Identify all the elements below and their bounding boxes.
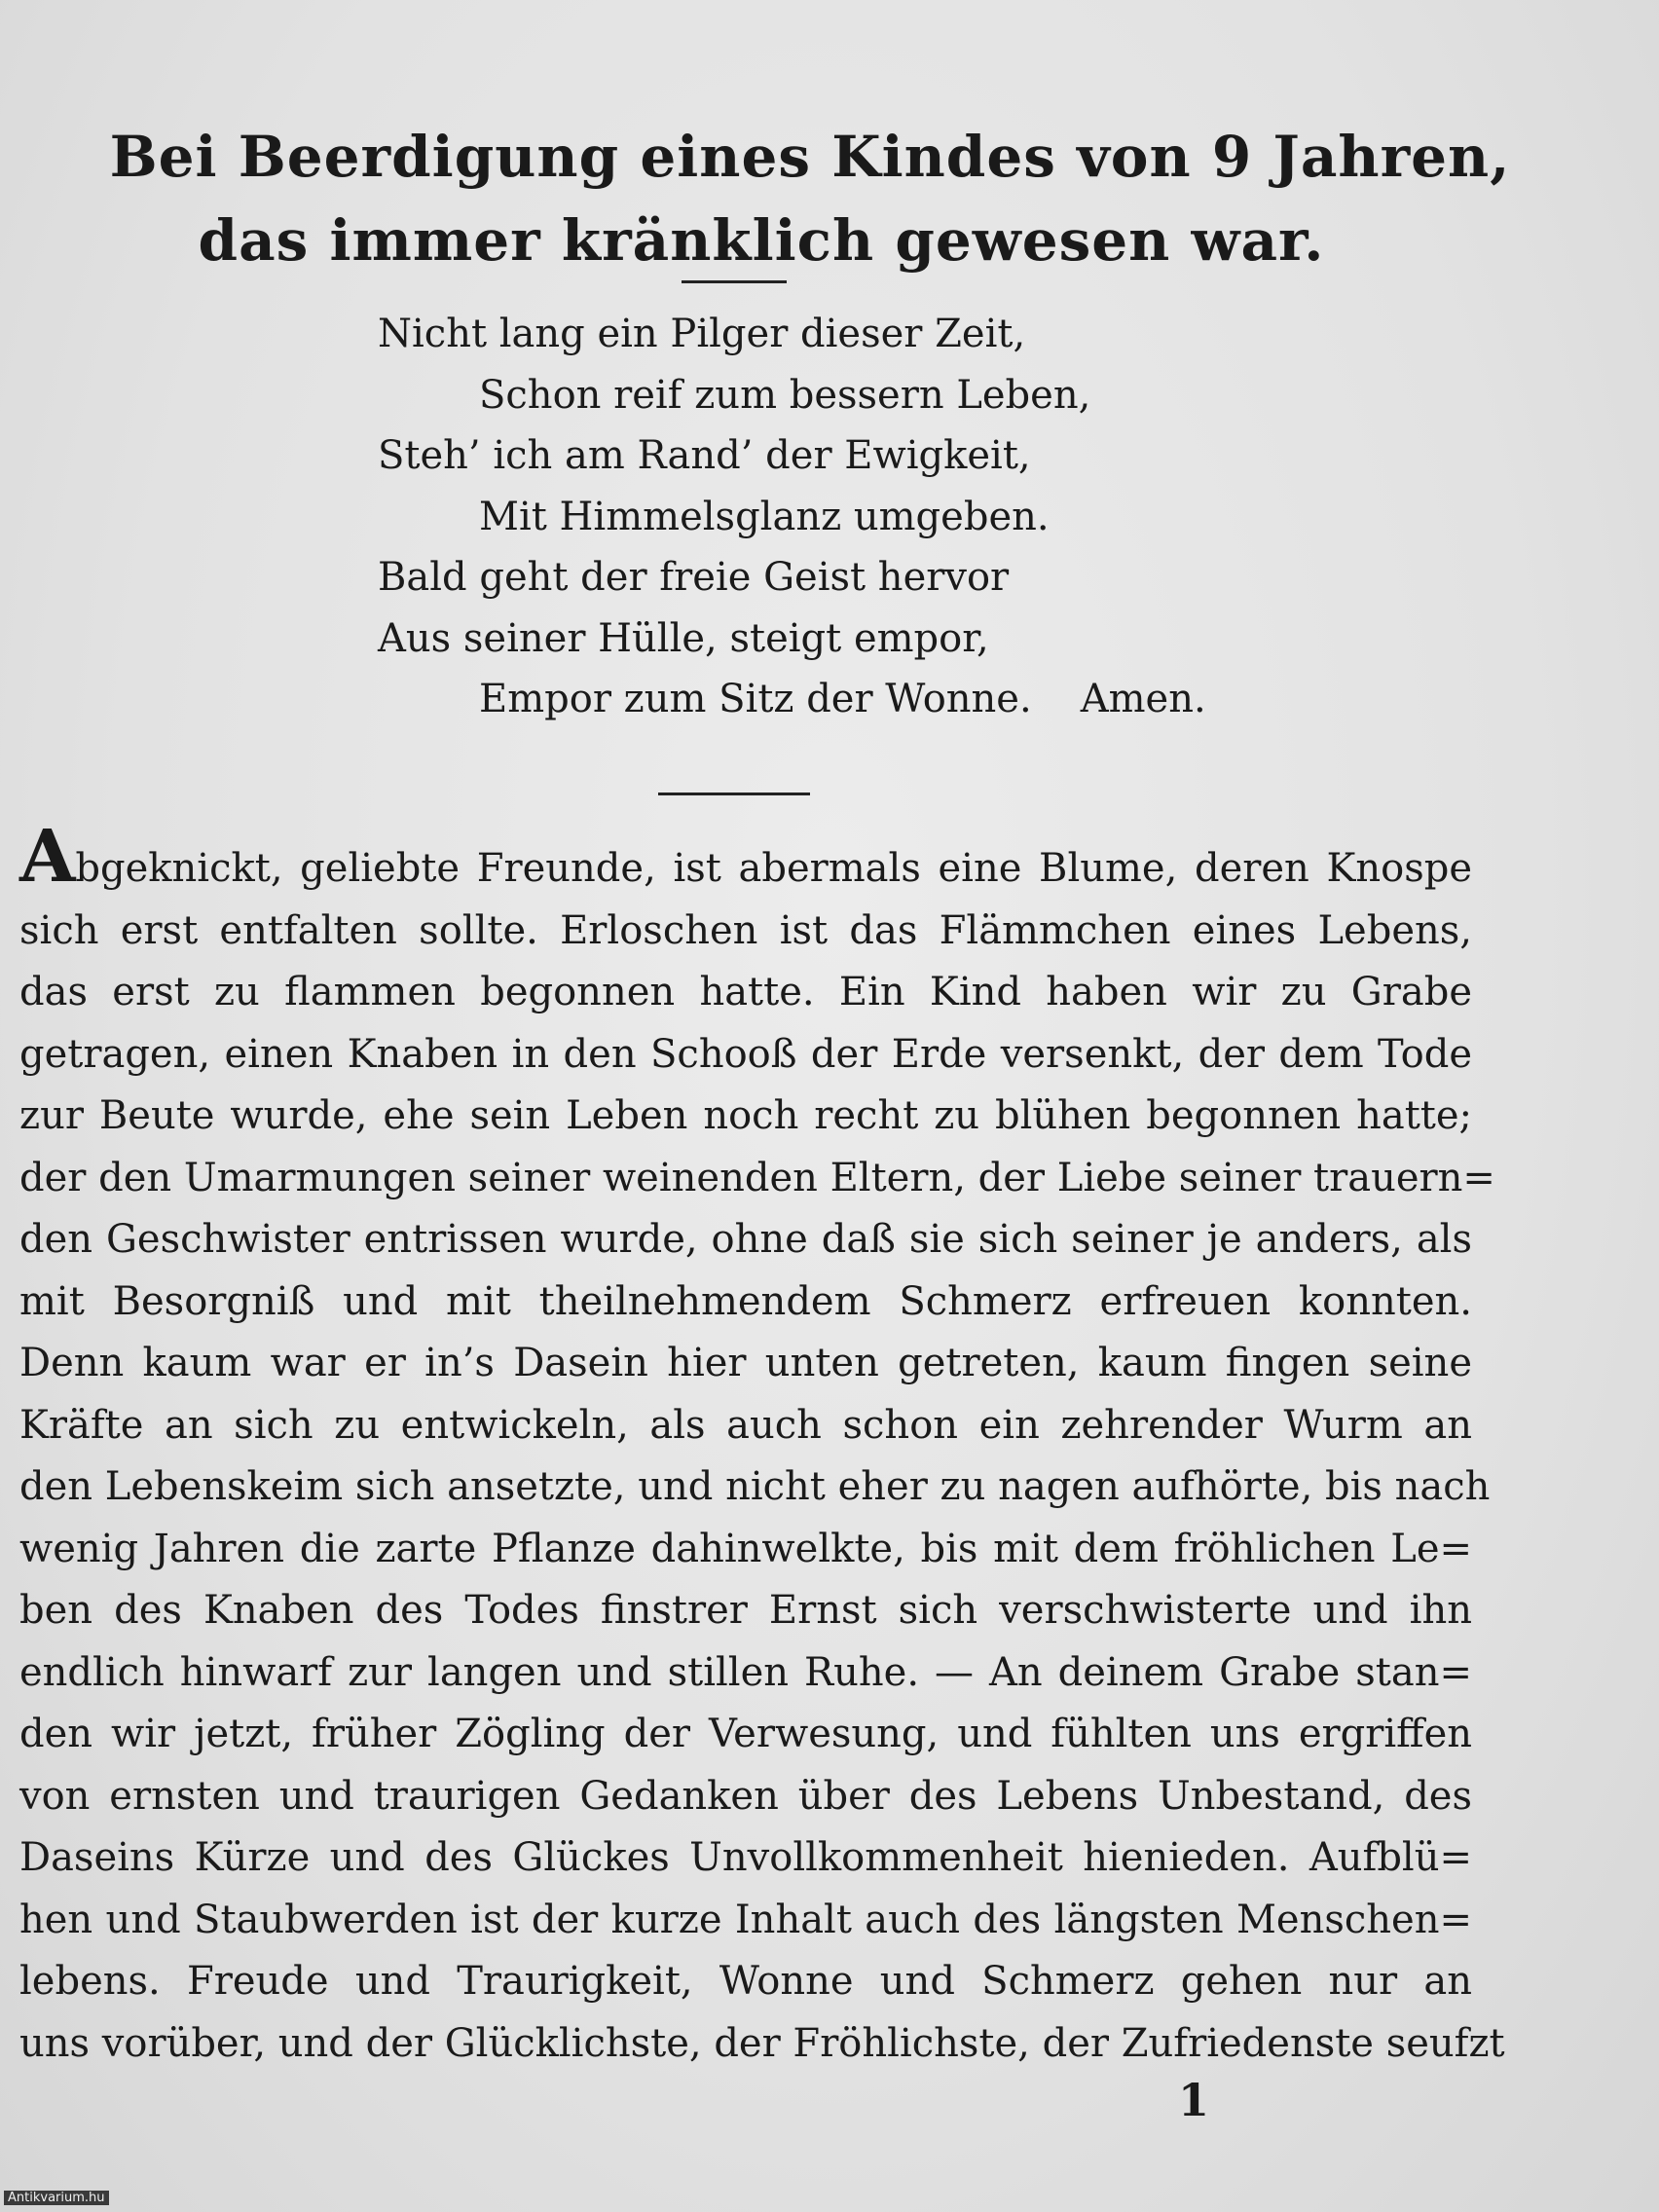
poem-line: Schon reif zum bessern Leben, [479, 372, 1091, 418]
body-line: wenig Jahren die zarte Pflanze dahinwelkte, bis mit dem fröhlichen Le= [19, 1526, 1472, 1571]
poem-amen: Amen. [1080, 677, 1206, 721]
body-line: Daseins Kürze und des Glückes Unvollkommenheit hienieden. Aufblü= [19, 1835, 1472, 1880]
body-line: ben des Knaben des Todes finstrer Ernst sich verschwisterte und ihn [19, 1588, 1472, 1633]
watermark: Antikvarium.hu [4, 2191, 109, 2205]
body-line: hen und Staubwerden ist der kurze Inhalt auch des längsten Menschen= [19, 1897, 1472, 1942]
body-line: bgeknickt, geliebte Freunde, ist abermals eine Blume, deren Knospe [75, 846, 1472, 891]
title-line-1: Bei Beerdigung eines Kindes von 9 Jahren, [109, 124, 1511, 190]
body-line: uns vorüber, und der Glücklichste, der Fröhlichste, der Zufriedenste seufzt [19, 2020, 1505, 2066]
poem-line: Mit Himmelsglanz umgeben. [479, 494, 1050, 539]
body-line: mit Besorgniß und mit theilnehmendem Schmerz erfreuen konnten. [19, 1278, 1472, 1324]
body-line: Kräfte an sich zu entwickeln, als auch schon ein zehrender Wurm an [19, 1402, 1472, 1448]
body-line: von ernsten und traurigen Gedanken über des Lebens Unbestand, des [19, 1773, 1472, 1819]
body-line: den Geschwister entrissen wurde, ohne daß sie sich seiner je anders, als [19, 1217, 1472, 1262]
page-title [0, 115, 1659, 282]
body-line: endlich hinwarf zur langen und stillen Ruhe. — An deinem Grabe stan= [19, 1649, 1472, 1695]
body-line: lebens. Freude und Traurigkeit, Wonne und Schmerz gehen nur an [19, 1959, 1472, 2004]
poem-line-final [378, 669, 1351, 730]
drop-cap: A [19, 815, 76, 899]
body-line: getragen, einen Knaben in den Schooß der Erde versenkt, der dem Tode [19, 1031, 1472, 1077]
poem-line: Bald geht der freie Geist hervor [378, 555, 1010, 600]
body-line-first [19, 815, 1472, 901]
body-line: den wir jetzt, früher Zögling der Verwesung, und fühlten uns ergriffen [19, 1712, 1472, 1756]
page-number: 1 [1178, 2074, 1210, 2126]
poem-line: Empor zum Sitz der Wonne. [479, 677, 1032, 721]
poem-line: Nicht lang ein Pilger dieser Zeit, [378, 312, 1026, 356]
poem-line: Aus seiner Hülle, steigt empor, [378, 615, 989, 661]
body-line: sich erst entfalten sollte. Erloschen ist das Flämmchen eines Lebens, [19, 907, 1472, 953]
body-line: das erst zu flammen begonnen hatte. Ein Kind haben wir zu Grabe [19, 970, 1472, 1014]
title-line-2: das immer kränklich gewesen war. [198, 207, 1325, 274]
poem-stanza [378, 304, 1351, 730]
section-divider [658, 793, 810, 795]
body-line: der den Umarmungen seiner weinenden Eltern, der Liebe seiner trauern= [19, 1155, 1495, 1200]
title-divider [682, 280, 787, 283]
poem-line: Steh’ ich am Rand’ der Ewigkeit, [378, 433, 1031, 478]
sermon-body [19, 815, 1505, 2075]
body-line: den Lebenskeim sich ansetzte, und nicht eher zu nagen aufhörte, bis nach [19, 1464, 1491, 1509]
body-line: zur Beute wurde, ehe sein Leben noch recht zu blühen begonnen hatte; [19, 1093, 1472, 1138]
body-line: Denn kaum war er in’s Dasein hier unten getreten, kaum fingen seine [19, 1341, 1472, 1385]
